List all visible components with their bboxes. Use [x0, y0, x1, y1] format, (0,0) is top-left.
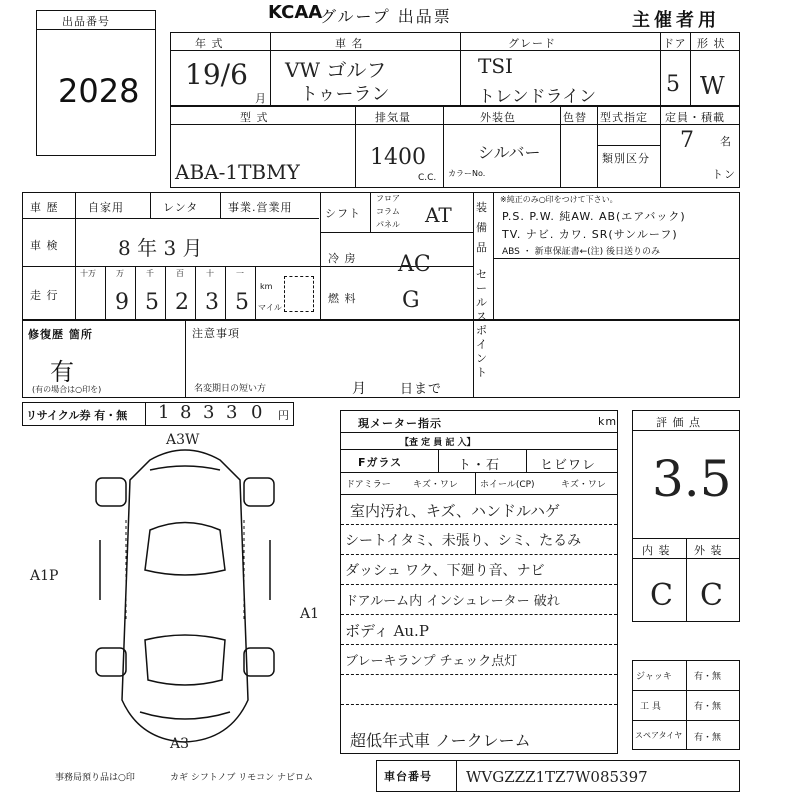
diagram-top-label: A3W [166, 432, 200, 448]
color-no-label: カラーNo. [448, 169, 486, 178]
office-items: カギ シフトノブ リモコン ナビロム [170, 773, 314, 783]
mile-unit: マイル [258, 303, 282, 312]
recolor-label: 色替 [563, 111, 587, 124]
km-unit: km [260, 282, 273, 291]
name-change-day: 日まで [400, 382, 443, 397]
body-value: W [700, 72, 725, 100]
interior-label: 内 装 [642, 544, 671, 557]
recycle-digit-2: 8 [180, 402, 192, 423]
note-line-4: ドアルーム内 インシュレーター 破れ [345, 594, 560, 609]
meter-unit: km [598, 415, 618, 428]
recycle-digit-5: 0 [251, 402, 263, 423]
mileage-label: 走 行 [30, 289, 59, 302]
exterior-value: C [700, 578, 723, 613]
recycle-label: リサイクル券 有・無 [26, 409, 128, 422]
inspection-label: 車 検 [30, 239, 59, 252]
year-value: 19/6 [185, 58, 248, 91]
displacement-label: 排気量 [375, 111, 411, 124]
load-unit: トン [712, 168, 736, 181]
header-corner: 主催者用 [632, 10, 720, 31]
header-title: グループ 出品票 [320, 7, 452, 26]
inspector-label: 【査 定 員 記 入】 [400, 438, 476, 448]
glass-crack: ヒビワレ [540, 458, 597, 473]
spare-opt: 有・無 [694, 733, 722, 743]
score-label: 評 価 点 [656, 416, 701, 429]
mirror-label: ドアミラー [346, 480, 391, 490]
wheel-label: ホイール(CP) [480, 480, 535, 490]
shift-value: AT [425, 203, 452, 227]
grade-label: グレード [508, 37, 556, 50]
spare-label: スペアタイヤ [635, 731, 683, 740]
history-rental: レンタ [163, 201, 199, 214]
car-name-value2: トゥーラン [300, 84, 390, 105]
repair-label: 修復歴 箇所 [28, 328, 93, 341]
note-line-5: ボディ Au.P [345, 622, 429, 640]
shift-opt-panel: パネル [376, 220, 400, 229]
mileage-digit-10k: 9 [115, 290, 129, 315]
digit-label-1k: 千 [146, 269, 154, 278]
car-name-value1: VW ゴルフ [285, 58, 387, 82]
body-label: 形 状 [697, 37, 726, 50]
mileage-digit-1: 5 [235, 290, 249, 315]
mirror-opts: キズ・ワレ [413, 480, 458, 490]
recycle-unit: 円 [278, 409, 290, 422]
notice-label: 注意事項 [192, 327, 240, 340]
chassis-value: WVGZZZ1TZ7W085397 [466, 768, 648, 786]
recycle-digit-3: 3 [203, 402, 215, 423]
name-change-month: 月 [352, 381, 367, 397]
capacity-unit: 名 [720, 135, 732, 148]
shift-label: シフト [325, 207, 361, 220]
digit-label-10: 十 [206, 269, 214, 278]
note-line-3: ダッシュ ワク、下廻り音、ナビ [345, 563, 545, 579]
name-change-label: 名変期日の短い方 [194, 384, 267, 394]
wheel-opts: キズ・ワレ [561, 480, 606, 490]
capacity-value: 7 [680, 128, 694, 153]
footer-note: 超低年式車 ノークレーム [350, 731, 531, 750]
shift-opt-column: コラム [376, 207, 400, 216]
header-org: KCAA [268, 2, 323, 23]
door-value: 5 [666, 72, 680, 97]
lot-number: 2028 [58, 72, 140, 110]
selling-points-label: セールスポイント [476, 268, 488, 379]
door-label: ドア [663, 37, 687, 50]
tool-label: 工 具 [640, 702, 661, 712]
model-type-label: 型 式 [240, 111, 269, 124]
aircon-label: 冷 房 [328, 252, 357, 265]
glass-chip: ト・石 [458, 458, 501, 473]
mileage-digit-1k: 5 [145, 290, 159, 315]
equipment-label: 装備品 [476, 201, 488, 254]
equipment-note: ※純正のみ○印をつけて下さい。 [500, 195, 618, 204]
diagram-right-label: A1 [300, 606, 320, 622]
diagram-left-label: A1P [30, 568, 59, 584]
equipment-line3: ABS ・ 新車保証書←(注) 後日送りのみ [502, 247, 661, 257]
equipment-line2: TV. ナビ. カワ. SR(サンルーフ) [502, 228, 678, 241]
spec-label: 型式指定 [600, 111, 648, 124]
note-line-2: シートイタミ、未張り、シミ、たるみ [345, 533, 582, 549]
tool-opt: 有・無 [694, 702, 722, 712]
displacement-value: 1400 [370, 145, 426, 170]
digit-label-1: 一 [236, 269, 244, 278]
history-label: 車 歴 [30, 201, 59, 214]
inspection-value: 8 年 3 月 [118, 236, 203, 260]
shift-opt-floor: フロア [376, 194, 400, 203]
ext-color-label: 外装色 [480, 111, 516, 124]
fuel-value: G [402, 288, 420, 313]
grade-value2: トレンドライン [478, 87, 597, 107]
month-unit: 月 [255, 92, 267, 105]
note-line-6: ブレーキランプ チェック点灯 [345, 654, 518, 669]
mileage-digit-100: 2 [175, 290, 189, 315]
equipment-line1: P.S. P.W. 純AW. AB(エアバック) [502, 210, 686, 223]
year-label: 年 式 [195, 37, 224, 50]
score-value: 3.5 [652, 450, 732, 508]
jack-label: ジャッキ [636, 672, 672, 682]
meter-label: 現メーター指示 [358, 417, 442, 430]
grade-value1: TSI [478, 54, 513, 78]
history-private: 自家用 [88, 201, 124, 214]
model-type-value: ABA-1TBMY [175, 160, 300, 184]
recycle-digit-1: 1 [158, 402, 170, 423]
repair-note: (有の場合は○印を) [32, 385, 102, 394]
mileage-digit-10: 3 [205, 290, 219, 315]
car-name-label: 車 名 [335, 37, 364, 50]
recycle-digit-4: 3 [226, 402, 238, 423]
diagram-bottom-label: A3 [170, 736, 190, 752]
digit-label-10k: 万 [116, 269, 124, 278]
capacity-label: 定員・積載 [665, 111, 725, 124]
jack-opt: 有・無 [694, 672, 722, 682]
fuel-label: 燃 料 [328, 292, 357, 305]
history-business: 事業.営業用 [228, 201, 293, 214]
class-label: 類別区分 [602, 152, 650, 165]
chassis-label: 車台番号 [384, 770, 432, 783]
lot-number-label: 出品番号 [62, 15, 110, 28]
ext-color-value: シルバー [478, 143, 541, 162]
digit-label-100k: 十万 [80, 269, 96, 278]
aircon-value: AC [398, 252, 431, 277]
exterior-label: 外 装 [694, 544, 723, 557]
office-note: 事務局預り品は○印 [55, 773, 135, 783]
interior-value: C [650, 578, 673, 613]
glass-label: Fガラス [358, 456, 403, 469]
repair-value: 有 [50, 358, 74, 386]
cc-unit: C.C. [418, 173, 437, 183]
digit-label-100: 百 [176, 269, 184, 278]
note-line-1: 室内汚れ、キズ、ハンドルハゲ [350, 502, 561, 520]
